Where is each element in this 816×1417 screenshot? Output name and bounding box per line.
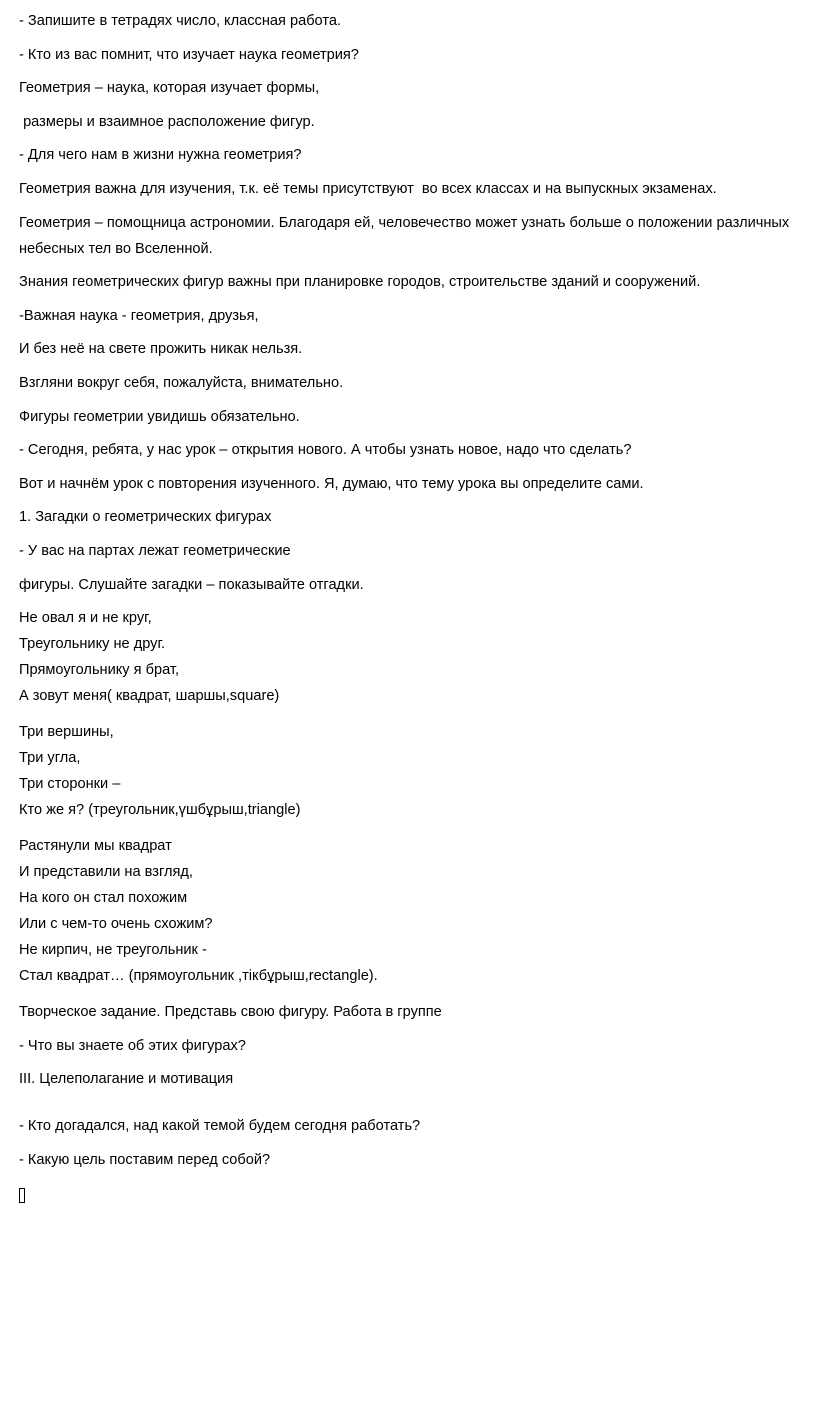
section-heading: III. Целеполагание и мотивация	[19, 1071, 234, 1088]
riddle-line: Или с чем-то очень схожим?	[19, 916, 213, 933]
paragraph: - Кто догадался, над какой темой будем сегодня работать?	[19, 1118, 421, 1135]
paragraph: - Запишите в тетрадях число, классная работа.	[19, 13, 342, 29]
paragraph: - Для чего нам в жизни нужна геометрия?	[19, 147, 302, 164]
paragraph: Творческое задание. Представь свою фигуру. Работа в группе	[19, 1004, 442, 1021]
riddle-block	[19, 605, 796, 709]
document-page	[19, 12, 796, 1207]
riddle-line: Кто же я? (треугольник,үшбұрыш,triangle)	[19, 802, 301, 819]
riddle-line: Растянули мы квадрат	[19, 838, 172, 855]
paragraph: Геометрия важна для изучения, т.к. её темы присутствуют во всех классах и на выпускных экзаменах.	[19, 180, 717, 197]
riddle-line: Не овал я и не круг,	[19, 610, 152, 627]
riddle-line: Три сторонки –	[19, 776, 121, 793]
riddle-line: Три вершины,	[19, 724, 114, 741]
paragraph: Знания геометрических фигур важны при планировке городов, строительстве зданий и сооружений.	[19, 274, 701, 291]
riddle-line: А зовут меня( квадрат, шаршы,square)	[19, 688, 280, 705]
riddle-line: Прямоугольнику я брат,	[19, 662, 180, 679]
paragraph: - Сегодня, ребята, у нас урок – открытия нового. А чтобы узнать новое, надо что сделать?	[19, 442, 632, 459]
paragraph: И без неё на свете прожить никак нельзя.	[19, 341, 303, 358]
riddle-line: Не кирпич, не треугольник -	[19, 942, 207, 959]
riddle-line: И представили на взгляд,	[19, 864, 193, 881]
section-heading: 1. Загадки о геометрических фигурах	[19, 509, 272, 526]
placeholder-glyph-box	[19, 1184, 796, 1207]
paragraph: фигуры. Слушайте загадки – показывайте отгадки.	[19, 576, 364, 593]
paragraph: Геометрия – наука, которая изучает формы,	[19, 80, 320, 97]
riddle-block	[19, 833, 796, 989]
riddle-block	[19, 719, 796, 823]
paragraph: -Важная наука - геометрия, друзья,	[19, 307, 259, 324]
riddle-line: Стал квадрат… (прямоугольник ,тікбұрыш,rectangle).	[19, 968, 378, 985]
paragraph: Вот и начнём урок с повторения изученного. Я, думаю, что тему урока вы определите сами.	[19, 475, 644, 492]
paragraph: - У вас на партах лежат геометрические	[19, 542, 291, 559]
riddle-line: Треугольнику не друг.	[19, 636, 166, 653]
paragraph: - Какую цель поставим перед собой?	[19, 1151, 271, 1168]
riddle-line: На кого он стал похожим	[19, 890, 188, 907]
paragraph: Геометрия – помощница астрономии. Благодаря ей, человечество может узнать больше о положении различных небесных тел во Вселенной.	[19, 214, 794, 257]
paragraph: Фигуры геометрии увидишь обязательно.	[19, 408, 300, 425]
paragraph: Взгляни вокруг себя, пожалуйста, внимательно.	[19, 374, 344, 391]
missing-glyph-icon	[19, 1188, 25, 1203]
riddle-line: Три угла,	[19, 750, 81, 767]
paragraph: размеры и взаимное расположение фигур.	[19, 113, 315, 130]
paragraph: - Кто из вас помнит, что изучает наука геометрия?	[19, 46, 359, 63]
paragraph: - Что вы знаете об этих фигурах?	[19, 1037, 246, 1054]
